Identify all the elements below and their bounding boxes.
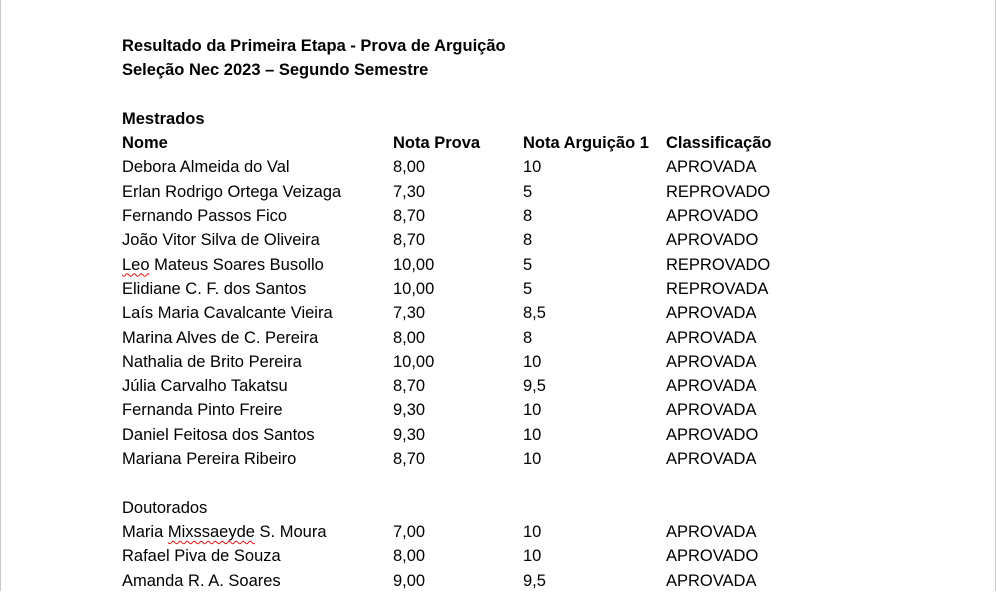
- table-row: [122, 423, 902, 447]
- cell-nome: Erlan Rodrigo Ortega Veizaga: [122, 182, 342, 201]
- cell-nota-arguicao: 5: [523, 255, 533, 274]
- cell-classificacao: APROVADA: [666, 328, 757, 347]
- cell-nome-first: Maria: [122, 522, 168, 541]
- cell-classificacao: APROVADA: [666, 522, 757, 541]
- cell-classificacao: APROVADO: [666, 425, 759, 444]
- cell-nome-rest: Mateus Soares Busollo: [149, 255, 324, 274]
- cell-nota-prova: 8,70: [393, 450, 426, 469]
- cell-nota-prova: 8,70: [393, 207, 426, 226]
- cell-nome-rest: S. Moura: [254, 522, 327, 541]
- cell-nota-prova: 8,00: [393, 158, 426, 177]
- cell-classificacao: APROVADO: [666, 207, 759, 226]
- table-row: [122, 544, 902, 568]
- table-row: [122, 228, 902, 252]
- table-header-row: [122, 131, 902, 155]
- section-heading-doutorados: Doutorados: [122, 498, 208, 517]
- cell-nome: Debora Almeida do Val: [122, 158, 290, 177]
- cell-classificacao: REPROVADO: [666, 255, 771, 274]
- table-row: [122, 301, 902, 325]
- column-header-nota-arguicao: Nota Arguição 1: [523, 134, 649, 153]
- cell-classificacao: APROVADO: [666, 547, 759, 566]
- cell-classificacao: APROVADA: [666, 571, 757, 590]
- cell-nota-arguicao: 8: [523, 231, 533, 250]
- cell-nota-prova: 9,30: [393, 425, 426, 444]
- cell-nota-arguicao: 8: [523, 207, 533, 226]
- table-row: [122, 180, 902, 204]
- blank-line: [122, 471, 902, 495]
- cell-nota-prova: 8,70: [393, 231, 426, 250]
- cell-nota-arguicao: 9,5: [523, 571, 546, 590]
- column-header-nota-prova: Nota Prova: [393, 134, 481, 153]
- cell-nota-prova: 8,00: [393, 328, 426, 347]
- cell-nota-prova: 10,00: [393, 279, 435, 298]
- cell-nota-prova: 9,00: [393, 571, 426, 590]
- cell-nota-prova: 7,30: [393, 182, 426, 201]
- cell-nome: Júlia Carvalho Takatsu: [122, 377, 288, 396]
- table-row: [122, 326, 902, 350]
- cell-nome: Daniel Feitosa dos Santos: [122, 425, 315, 444]
- table-row: [122, 155, 902, 179]
- cell-nome: [122, 253, 393, 277]
- column-header-nome: Nome: [122, 134, 168, 153]
- table-row: [122, 447, 902, 471]
- blank-line: [122, 83, 902, 107]
- cell-classificacao: REPROVADA: [666, 279, 769, 298]
- cell-nota-prova: 8,00: [393, 547, 426, 566]
- table-row: [122, 277, 902, 301]
- table-row: [122, 520, 902, 544]
- cell-nome: Rafael Piva de Souza: [122, 547, 281, 566]
- cell-classificacao: APROVADA: [666, 401, 757, 420]
- cell-classificacao: APROVADA: [666, 352, 757, 371]
- cell-nota-arguicao: 10: [523, 450, 542, 469]
- table-row: [122, 253, 902, 277]
- table-row: [122, 398, 902, 422]
- cell-nota-arguicao: 10: [523, 352, 542, 371]
- cell-nome: Mariana Pereira Ribeiro: [122, 450, 297, 469]
- cell-nota-prova: 7,00: [393, 522, 426, 541]
- spellcheck-flagged-word[interactable]: Leo: [122, 255, 150, 274]
- cell-nota-prova: 10,00: [393, 352, 435, 371]
- cell-nota-prova: 7,30: [393, 304, 426, 323]
- cell-nome: Elidiane C. F. dos Santos: [122, 279, 307, 298]
- spellcheck-flagged-word[interactable]: Mixssaeyde: [167, 522, 255, 541]
- cell-nota-arguicao: 9,5: [523, 377, 546, 396]
- cell-nota-arguicao: 5: [523, 182, 533, 201]
- cell-nota-arguicao: 8: [523, 328, 533, 347]
- cell-nota-arguicao: 8,5: [523, 304, 546, 323]
- cell-nota-prova: 9,30: [393, 401, 426, 420]
- cell-classificacao: APROVADA: [666, 158, 757, 177]
- cell-nota-arguicao: 10: [523, 401, 542, 420]
- cell-nota-prova: 10,00: [393, 255, 435, 274]
- cell-nome: Fernanda Pinto Freire: [122, 401, 283, 420]
- document-title: Resultado da Primeira Etapa - Prova de Arguição: [122, 37, 506, 55]
- table-row: [122, 569, 902, 593]
- cell-nome: João Vitor Silva de Oliveira: [122, 231, 320, 250]
- cell-nota-arguicao: 10: [523, 425, 542, 444]
- cell-nome: Nathalia de Brito Pereira: [122, 352, 302, 371]
- document-body[interactable]: [122, 34, 902, 593]
- cell-classificacao: APROVADA: [666, 304, 757, 323]
- cell-nome: Amanda R. A. Soares: [122, 571, 281, 590]
- table-row: [122, 350, 902, 374]
- section-heading-mestrados: Mestrados: [122, 109, 205, 128]
- table-row: [122, 374, 902, 398]
- cell-nome: Laís Maria Cavalcante Vieira: [122, 304, 333, 323]
- cell-nome: Marina Alves de C. Pereira: [122, 328, 319, 347]
- document-subtitle: Seleção Nec 2023 – Segundo Semestre: [122, 61, 429, 80]
- column-header-classificacao: Classificação: [666, 134, 772, 153]
- cell-nota-arguicao: 10: [523, 522, 542, 541]
- cell-nota-arguicao: 10: [523, 547, 542, 566]
- table-row: [122, 204, 902, 228]
- cell-nota-arguicao: 10: [523, 158, 542, 177]
- cell-nome: [122, 520, 393, 544]
- cell-classificacao: APROVADA: [666, 450, 757, 469]
- cell-classificacao: APROVADA: [666, 377, 757, 396]
- cell-nota-arguicao: 5: [523, 279, 533, 298]
- cell-classificacao: APROVADO: [666, 231, 759, 250]
- cell-nome: Fernando Passos Fico: [122, 207, 288, 226]
- cell-nota-prova: 8,70: [393, 377, 426, 396]
- cell-classificacao: REPROVADO: [666, 182, 771, 201]
